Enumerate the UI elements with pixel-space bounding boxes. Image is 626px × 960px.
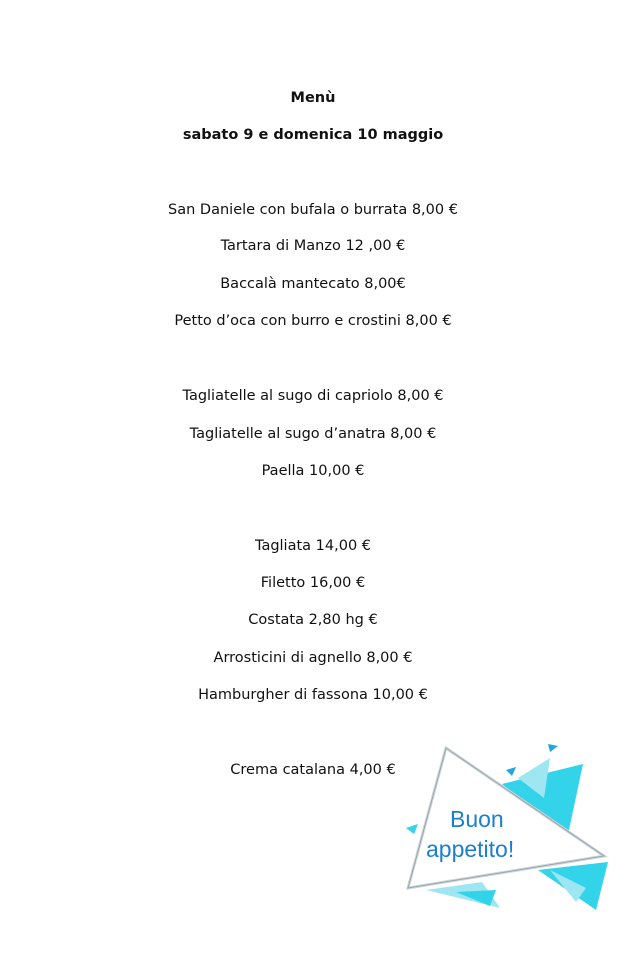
- menu-item: Paella 10,00 €: [261, 463, 365, 479]
- menu-item: Hamburgher di fassona 10,00 €: [198, 687, 428, 703]
- menu-item: San Daniele con bufala o burrata 8,00 €: [168, 202, 458, 218]
- menu-item: Crema catalana 4,00 €: [230, 762, 396, 778]
- menu-item: Tagliatelle al sugo di capriolo 8,00 €: [182, 388, 444, 404]
- menu-item: Costata 2,80 hg €: [248, 612, 378, 628]
- small-triangle-top: [506, 767, 516, 776]
- menu-item: Filetto 16,00 €: [260, 575, 366, 591]
- menu-item: Tagliata 14,00 €: [254, 538, 371, 554]
- menu-item: Tartara di Manzo 12 ,00 €: [220, 238, 406, 254]
- small-triangle-left: [406, 824, 418, 834]
- badge-text-buon: Buon: [450, 806, 504, 832]
- small-triangle-top-right: [548, 744, 558, 752]
- menu-title: Menù: [290, 90, 336, 106]
- menu-date: sabato 9 e domenica 10 maggio: [182, 127, 444, 143]
- menu-item: Arrosticini di agnello 8,00 €: [213, 650, 413, 666]
- menu-item: Baccalà mantecato 8,00€: [220, 276, 406, 292]
- menu-item: Petto d’oca con burro e crostini 8,00 €: [174, 313, 452, 329]
- badge-text-appetito: appetito!: [426, 836, 515, 862]
- menu-item: Tagliatelle al sugo d’anatra 8,00 €: [189, 426, 437, 442]
- triangle-shapes-graphic: [400, 740, 612, 916]
- buon-appetito-badge: [400, 740, 612, 916]
